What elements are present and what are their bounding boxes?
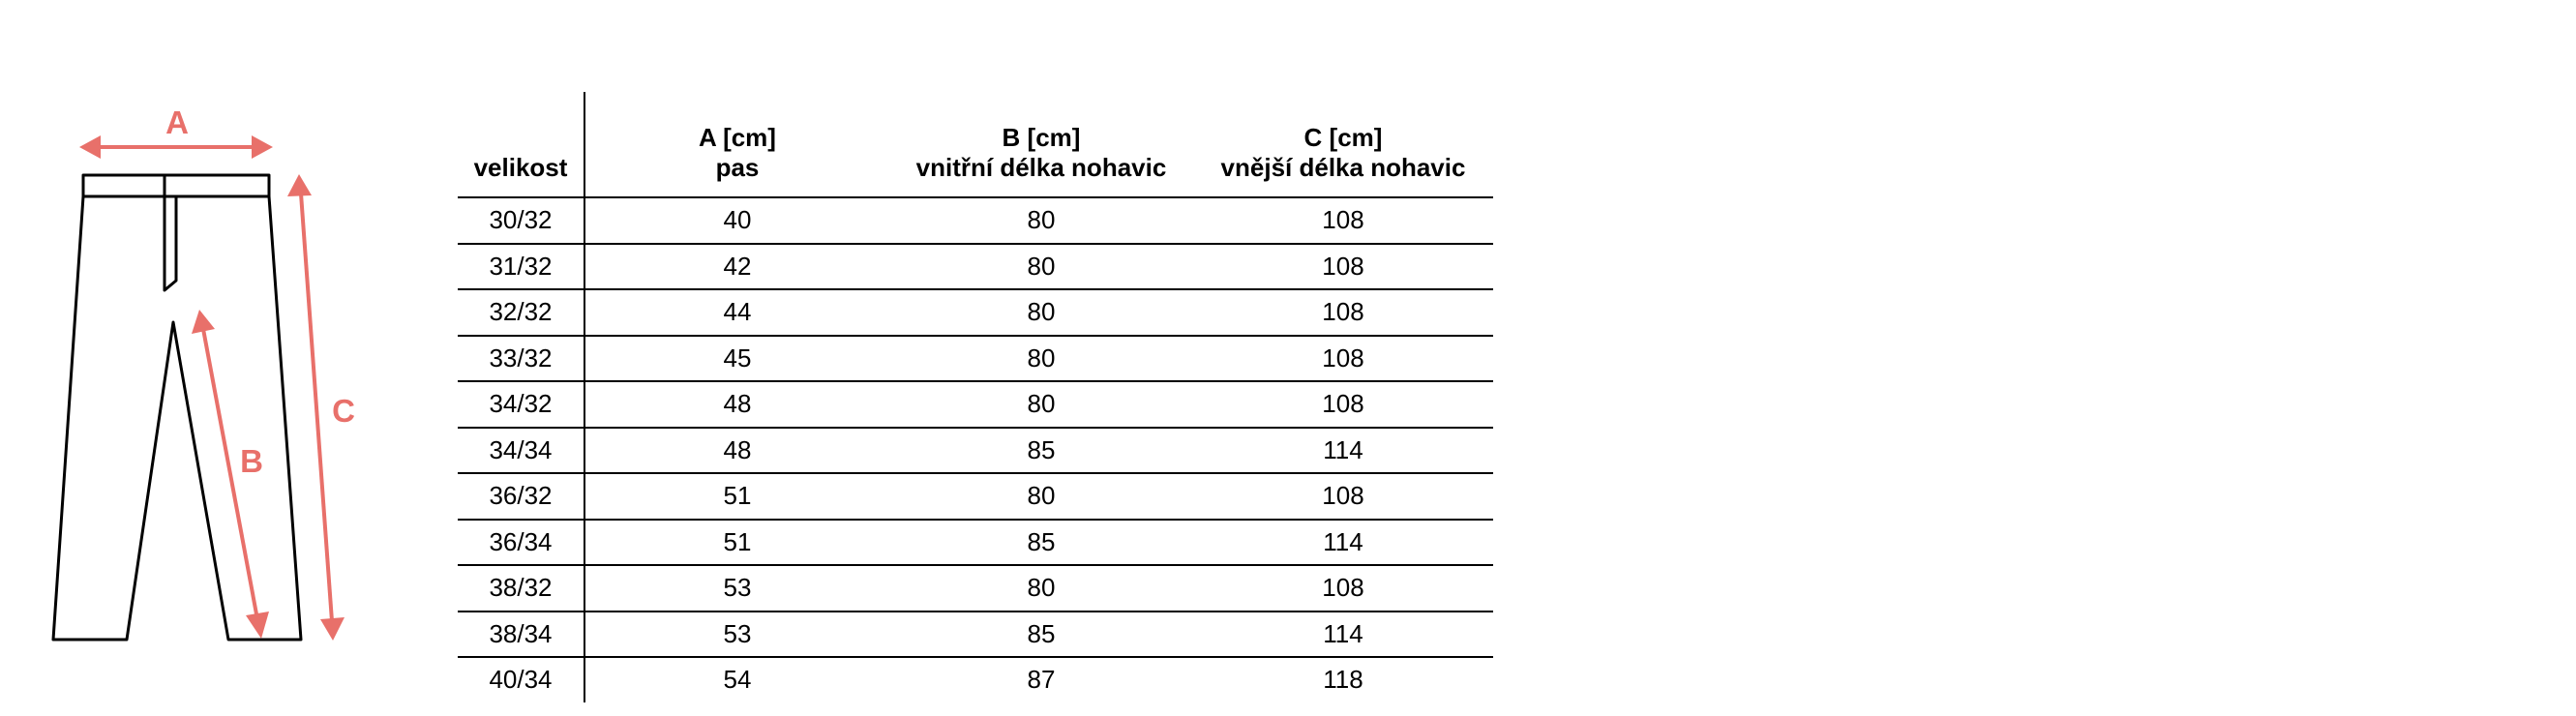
label-b: B bbox=[240, 443, 263, 479]
cell-waist: 53 bbox=[584, 565, 889, 612]
header-inseam: B [cm] vnitřní délka nohavic bbox=[889, 92, 1193, 197]
cell-waist: 54 bbox=[723, 665, 752, 695]
cell-inseam: 80 bbox=[889, 197, 1193, 244]
cell-inseam: 80 bbox=[889, 473, 1193, 520]
table-row bbox=[458, 657, 1493, 702]
header-waist: A [cm] pas bbox=[584, 92, 889, 197]
cell-inseam: 85 bbox=[889, 612, 1193, 658]
cell-inseam: 80 bbox=[889, 565, 1193, 612]
cell-outseam: 108 bbox=[1193, 289, 1493, 336]
cell-outseam: 108 bbox=[1193, 381, 1493, 428]
cell-outseam: 108 bbox=[1193, 473, 1493, 520]
cell-size: 38/34 bbox=[458, 612, 584, 658]
cell-waist: 44 bbox=[584, 289, 889, 336]
table-row bbox=[458, 612, 1493, 658]
cell-size: 38/32 bbox=[458, 565, 584, 612]
cell-outseam: 114 bbox=[1193, 428, 1493, 474]
table-row bbox=[458, 520, 1493, 566]
label-a: A bbox=[165, 104, 189, 140]
cell-waist: 48 bbox=[584, 428, 889, 474]
cell-inseam: 85 bbox=[889, 520, 1193, 566]
cell-size: 30/32 bbox=[458, 197, 584, 244]
cell-outseam: 108 bbox=[1193, 244, 1493, 290]
size-table bbox=[458, 92, 1493, 702]
table-row bbox=[458, 197, 1493, 244]
waistband bbox=[83, 175, 269, 196]
table-row bbox=[458, 565, 1493, 612]
cell-waist: 45 bbox=[584, 336, 889, 382]
table-row bbox=[458, 244, 1493, 290]
cell-size: 40/34 bbox=[458, 657, 584, 702]
cell-waist: 51 bbox=[584, 520, 889, 566]
cell-waist: 53 bbox=[584, 612, 889, 658]
cell-inseam: 87 bbox=[1027, 665, 1056, 695]
cell-inseam: 80 bbox=[889, 381, 1193, 428]
cell-size: 36/32 bbox=[458, 473, 584, 520]
cell-waist: 42 bbox=[584, 244, 889, 290]
cell-size: 33/32 bbox=[458, 336, 584, 382]
table-row bbox=[458, 289, 1493, 336]
cell-size: 36/34 bbox=[458, 520, 584, 566]
table-row bbox=[458, 381, 1493, 428]
cell-outseam: 114 bbox=[1193, 520, 1493, 566]
cell-size: 34/32 bbox=[458, 381, 584, 428]
cell-inseam: 80 bbox=[889, 244, 1193, 290]
cell-waist: 48 bbox=[584, 381, 889, 428]
cell-outseam: 108 bbox=[1193, 565, 1493, 612]
cell-outseam: 108 bbox=[1193, 197, 1493, 244]
trousers-measurement-diagram bbox=[0, 0, 426, 716]
label-c: C bbox=[332, 393, 355, 429]
header-outseam: C [cm] vnější délka nohavic bbox=[1193, 92, 1493, 197]
cell-waist: 51 bbox=[584, 473, 889, 520]
table-header-row bbox=[458, 92, 1493, 197]
cell-outseam: 108 bbox=[1193, 336, 1493, 382]
cell-outseam: 118 bbox=[1323, 665, 1363, 695]
cell-size: 34/34 bbox=[458, 428, 584, 474]
table-row bbox=[458, 336, 1493, 382]
header-size: velikost bbox=[458, 92, 584, 197]
trousers-outline bbox=[53, 175, 301, 640]
fly bbox=[165, 175, 176, 290]
cell-waist: 40 bbox=[584, 197, 889, 244]
table-body bbox=[458, 197, 1493, 702]
cell-outseam: 114 bbox=[1193, 612, 1493, 658]
cell-size: 31/32 bbox=[458, 244, 584, 290]
cell-inseam: 80 bbox=[889, 289, 1193, 336]
cell-size: 32/32 bbox=[458, 289, 584, 336]
cell-inseam: 85 bbox=[889, 428, 1193, 474]
cell-inseam: 80 bbox=[889, 336, 1193, 382]
table-row bbox=[458, 473, 1493, 520]
table-row bbox=[458, 428, 1493, 474]
